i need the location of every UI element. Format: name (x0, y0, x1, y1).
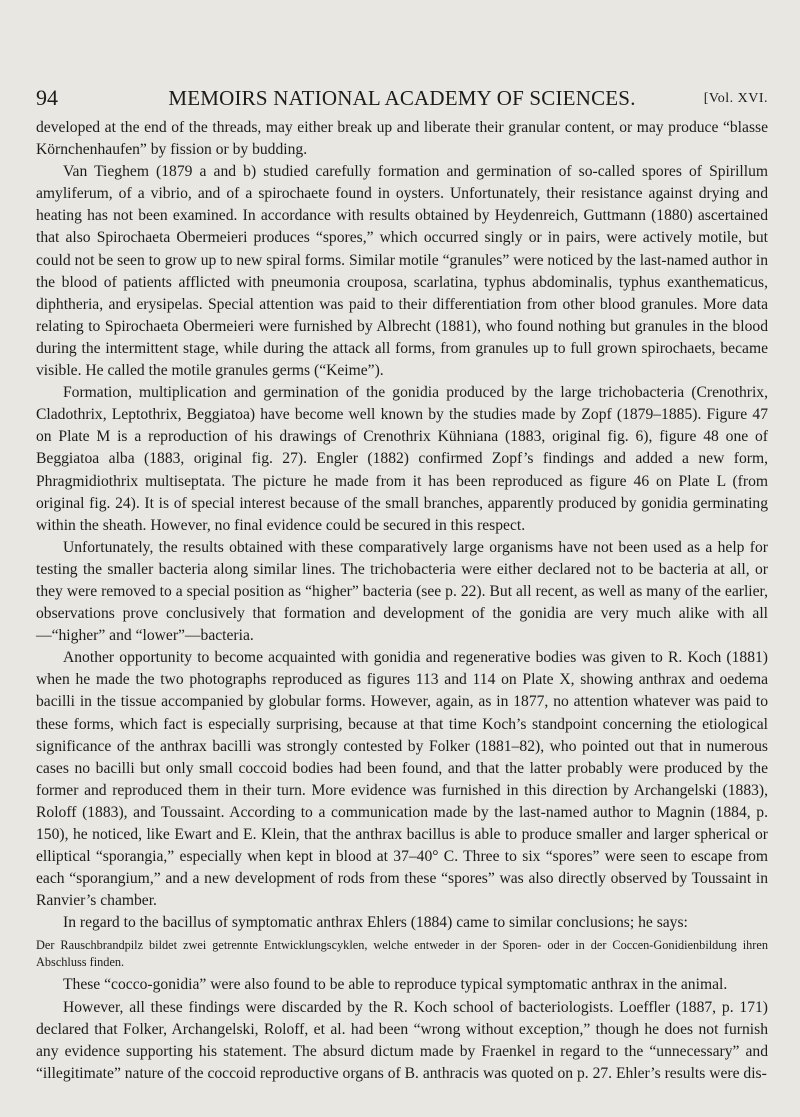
page-header (36, 86, 768, 110)
paragraph: In regard to the bacillus of symptomatic anthrax Ehlers (1884) came to similar conclusions; he says: (63, 914, 688, 932)
paragraph: These “cocco-gonidia” were also found to be able to reproduce typical symptomatic anthrax in the animal. (63, 976, 728, 994)
block-quote: Der Rauschbrandpilz bildet zwei getrennte Entwicklungscyklen, welche entweder in der Sporen- oder in der Coccen-Gonidienbildung ihren Abschluss finden. (36, 938, 768, 970)
paragraph: Formation, multiplication and germination of the gonidia produced by the large trichobacteria (Crenothrix, Cladothrix, Leptothrix, Beggiatoa) have become well known by the studies made by Zopf (1879–1885). Figure 47 on Plate M is a reproduction of his drawings of Crenothrix Kühniana (1883, original fig. 6), figure 48 one of Beggiatoa alba (1883, original fig. 27). Engler (1882) confirmed Zopf’s findings and added a new form, Phragmidiothrix multiseptata. The picture he made from it has been reproduced as figure 46 on Plate L (from original fig. 24). It is of special interest because of the small branches, apparently produced by gonidia germinating within the sheath. However, no final evidence could be secured in this respect. (36, 384, 768, 534)
running-title: MEMOIRS NATIONAL ACADEMY OF SCIENCES. (168, 86, 636, 110)
paragraph: developed at the end of the threads, may either break up and liberate their granular content, or may produce “blasse Körnchenhaufen” by fission or by budding. (36, 119, 768, 159)
paragraph: Unfortunately, the results obtained with these comparatively large organisms have not been used as a help for testing the smaller bacteria along similar lines. The trichobacteria were either declared not to be bacteria at all, or they were removed to a special position as “higher” bacteria (see p. 22). But all recent, as well as many of the earlier, observations prove conclusively that formation and development of the gonidia are very much alike with all—“higher” and “lower”—bacteria. (36, 538, 768, 645)
page-number: 94 (36, 85, 58, 110)
paragraph: However, all these findings were discarded by the R. Koch school of bacteriologists. Loeffler (1887, p. 171) declared that Folker, Archangelski, Roloff, et al. had been “wrong without exception,” though he does not furnish any evidence supporting his statement. The absurd dictum made by Fraenkel in regard to the “unnecessary” and “illegitimate” nature of the coccoid reproductive organs of B. anthracis was quoted on p. 27. Ehler’s results were dis- (36, 998, 768, 1082)
body-text (36, 117, 768, 1085)
paragraph: Another opportunity to become acquainted with gonidia and regenerative bodies was given to R. Koch (1881) when he made the two photographs reproduced as figures 113 and 114 on Plate X, showing anthrax and oedema bacilli in the tissue accompanied by globular forms. However, again, as in 1877, no attention whatever was paid to these forms, which fact is especially surprising, because at that time Koch’s standpoint concerning the etiological significance of the anthrax bacilli was strongly contested by Folker (1881–82), who pointed out that in numerous cases no bacilli but only small coccoid bodies had been found, and that the latter probably were produced by the former and reproduced them in their turn. More evidence was furnished in this direction by Archangelski (1883), Roloff (1883), and Toussaint. According to a communication made by the last-named author to Magnin (1884, p. 150), he noticed, like Ewart and E. Klein, that the anthrax bacillus is able to produce smaller and larger spherical or elliptical “sporangia,” especially when kept in blood at 37–40° C. Three to six “spores” were seen to escape from each “sporangium,” and a new development of rods from these “spores” was also directly observed by Toussaint in Ranvier’s chamber. (36, 649, 768, 910)
paragraph: Van Tieghem (1879 a and b) studied carefully formation and germination of so-called spores of Spirillum amyliferum, of a vibrio, and of a spirochaete found in oysters. Unfortunately, their resistance against drying and heating has not been examined. In accordance with results obtained by Heydenreich, Guttmann (1880) ascertained that also Spirochaeta Obermeieri produces “spores,” which occurred singly or in pairs, were actively motile, but could not be seen to grow up to new spiral forms. Similar motile “granules” were noticed by the last-named author in the blood of patients afflicted with pneumonia crouposa, scarlatina, typhus abdominalis, typhus exanthematicus, diphtheria, and erysipelas. Special attention was paid to their differentiation from other blood granules. More data relating to Spirochaeta Obermeieri were furnished by Albrecht (1881), who found nothing but granules in the blood during the intermittent stage, while during the attack all forms, from granules up to full grown spirochaets, became visible. He called the motile granules germs (“Keime”). (36, 163, 768, 380)
volume-label: [Vol. XVI. (703, 91, 768, 106)
